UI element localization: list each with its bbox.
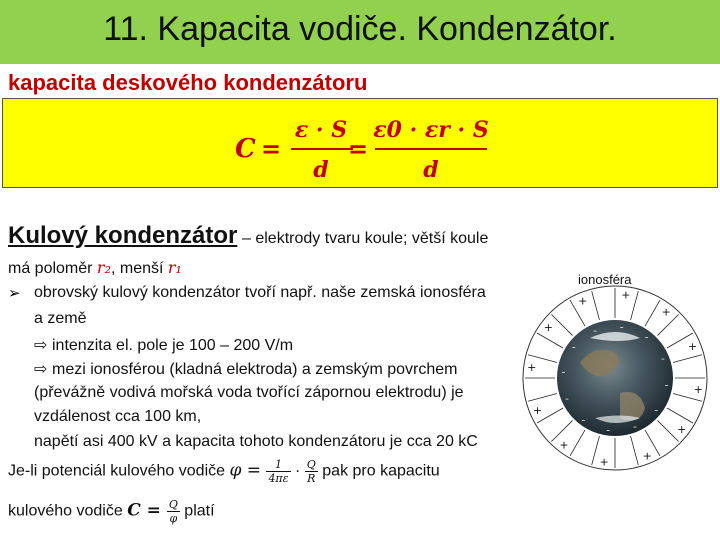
text-line-d: napětí asi 400 kV a kapacita tohoto kondenzátoru je cca 20 kC: [34, 433, 478, 450]
sub-item-2-text: mezi ionosférou (kladná elektroda) a zemským povrchem: [52, 361, 458, 378]
minus-charge: -: [593, 323, 598, 337]
field-line: [551, 314, 572, 335]
bullet-text: obrovský kulový kondenzátor tvoří např. naše zemská ionosféra: [34, 284, 486, 301]
capacity-text-post: platí: [179, 502, 215, 520]
minus-charge: -: [661, 352, 666, 366]
field-line: [657, 420, 678, 441]
ionosphere-label: ionosféra: [578, 272, 632, 287]
heading-spherical-capacitor: Kulový kondenzátor: [8, 222, 238, 249]
minus-charge: -: [654, 403, 659, 417]
plus-charge: +: [693, 382, 703, 396]
field-line: [592, 291, 600, 320]
minus-charge: -: [606, 423, 611, 437]
minus-charge: -: [632, 420, 637, 434]
outline-arrow-icon: ⇨: [34, 337, 48, 354]
potential-phi: φ =: [229, 460, 267, 481]
potential-line: Je-li potenciál kulového vodiče φ = $\frac{1}{4\pi\varepsilon}$ · $\frac{Q}{R}$ pak pro kapacitu: [8, 458, 440, 485]
field-line: [592, 436, 600, 465]
plus-charge: +: [527, 361, 537, 375]
field-line: [667, 408, 693, 423]
capacity-c: C =: [127, 500, 167, 521]
potential-text-pre: Je-li potenciál kulového vodiče: [8, 462, 230, 480]
formula-num2: ε0 · εr · S: [373, 117, 489, 143]
field-line: [631, 436, 639, 465]
plus-charge: +: [642, 449, 652, 463]
minus-charge: -: [564, 391, 569, 405]
bullet-text-2: a země: [34, 310, 87, 327]
capacity-text-pre: kulového vodiče: [8, 502, 128, 520]
potential-text-post: pak pro kapacitu: [317, 462, 440, 480]
minus-charge: -: [644, 330, 649, 344]
fraction-q-over-r: $\frac{Q}{R}$: [306, 458, 316, 485]
radius-r1: r₁: [167, 258, 182, 277]
formula-svg: [3, 99, 719, 189]
formula-den1: d: [313, 157, 329, 183]
minus-charge: -: [664, 378, 669, 392]
minus-charge: -: [571, 340, 576, 354]
plus-charge: +: [559, 438, 569, 452]
plus-charge: +: [599, 455, 609, 469]
earth-ionosphere-diagram: [510, 268, 720, 478]
slide-title: 11. Kapacita vodiče. Kondenzátor.: [103, 10, 617, 48]
radius-text-mid: , menší: [110, 260, 168, 277]
plus-charge: +: [543, 320, 553, 334]
fraction-1-over-4pie: $\frac{1}{4\pi\varepsilon}$: [268, 458, 289, 485]
field-line: [570, 430, 585, 456]
text-line-c: vzdálenost cca 100 km,: [34, 408, 202, 425]
text-line-b: (převážně vodivá mořská voda tvořící zápornou elektrodu) je: [34, 384, 464, 401]
plus-charge: +: [661, 305, 671, 319]
field-line: [673, 355, 702, 363]
sub-item-1-text: intenzita el. pole je 100 – 200 V/m: [52, 337, 294, 354]
formula-num1: ε · S: [294, 117, 348, 143]
plus-charge: +: [621, 288, 631, 302]
plus-charge: +: [532, 404, 543, 418]
minus-charge: -: [619, 320, 624, 334]
heading-description: – elektrody tvaru koule; větší koule: [242, 230, 489, 247]
field-line: [631, 291, 639, 320]
sub-item-1: [34, 335, 293, 355]
field-line: [645, 300, 660, 326]
formula-lhs: C: [235, 134, 256, 164]
bullet-arrow-icon: ➢: [8, 285, 21, 302]
plus-charge: +: [687, 339, 698, 353]
formula-den2: d: [423, 157, 439, 183]
field-line: [528, 394, 557, 402]
outline-arrow-icon: ⇨: [34, 361, 48, 378]
plus-charge: +: [578, 294, 588, 308]
radius-r2: r₂: [96, 258, 111, 277]
minus-charge: -: [561, 365, 566, 379]
section-title-plate-capacitor: kapacita deskového kondenzátoru: [8, 70, 368, 95]
field-line: [537, 333, 563, 348]
radius-text-pre: má poloměr: [8, 260, 97, 277]
fraction-q-over-phi: $\frac{Q}{\varphi}$: [168, 498, 178, 525]
formula-eq1: =: [261, 134, 282, 163]
formula-eq2: =: [348, 134, 369, 163]
formula-box: [2, 98, 718, 188]
radius-line: [8, 258, 182, 278]
minus-charge: -: [581, 413, 586, 427]
sub-item-2: [34, 359, 458, 379]
capacity-line: [8, 498, 215, 525]
plus-charge: +: [677, 423, 687, 437]
